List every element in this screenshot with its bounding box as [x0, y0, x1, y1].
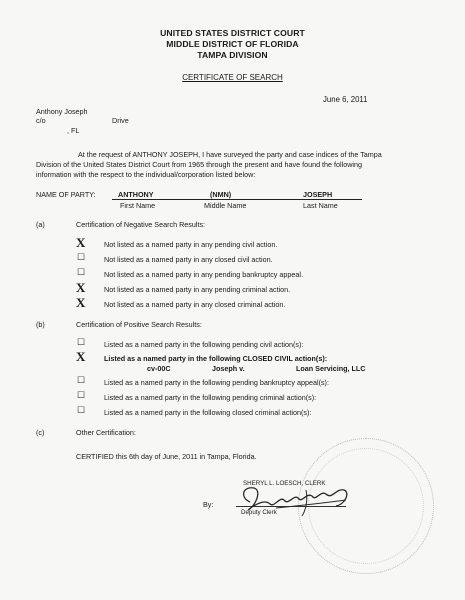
- case-defendant: Loan Servicing, LLC: [296, 364, 366, 373]
- section-a-item-1-mark: X: [76, 235, 86, 250]
- section-a-item-2-mark: ☐: [77, 252, 86, 262]
- certified-statement: CERTIFIED this 6th day of June, 2011 in Tampa, Florida.: [76, 452, 257, 461]
- section-a-title: Certification of Negative Search Results:: [76, 220, 206, 229]
- clerk-name: SHERYL L. LOESCH, CLERK: [243, 480, 326, 487]
- section-b-title: Certification of Positive Search Results:: [76, 320, 202, 329]
- section-c-title: Other Certification:: [76, 428, 136, 437]
- party-last-name: JOSEPH: [303, 190, 333, 199]
- intro-line-3: information with the respect to the individual/corporation listed below:: [36, 170, 256, 179]
- case-party: Joseph v.: [212, 364, 245, 373]
- section-a-item-1-text: Not listed as a named party in any pending civil action.: [104, 240, 278, 249]
- party-first-name: ANTHONY: [118, 190, 154, 199]
- party-middle-name: (NMN): [210, 190, 232, 199]
- section-b-item-3-text: Listed as a named party in the following pending bankruptcy appeal(s):: [104, 378, 329, 387]
- section-b-item-4-mark: ☐: [77, 390, 86, 400]
- section-a-item-5-mark: X: [76, 295, 86, 310]
- section-a-item-5-text: Not listed as a named party in any closed criminal action.: [104, 300, 286, 309]
- document-date: June 6, 2011: [323, 95, 368, 104]
- party-label: NAME OF PARTY:: [36, 190, 96, 199]
- deputy-clerk-label: Deputy Clerk: [241, 509, 277, 516]
- addressee-name: Anthony Joseph: [36, 107, 88, 116]
- middle-name-caption: Middle Name: [204, 201, 247, 210]
- document-title: CERTIFICATE OF SEARCH: [182, 73, 283, 82]
- section-a-item-3-text: Not listed as a named party in any pending bankruptcy appeal.: [104, 270, 303, 279]
- section-b-item-4-text: Listed as a named party in the following pending criminal action(s):: [104, 393, 317, 402]
- party-name-rule: [112, 199, 362, 200]
- section-a-item-4-text: Not listed as a named party in any pending criminal action.: [104, 285, 291, 294]
- section-b-letter: (b): [36, 320, 45, 329]
- division-name: TAMPA DIVISION: [197, 50, 268, 60]
- section-c-letter: (c): [36, 428, 45, 437]
- section-b-item-5-mark: ☐: [77, 405, 86, 415]
- section-b-item-2-text: Listed as a named party in the following CLOSED CIVIL action(s):: [104, 354, 328, 363]
- addressee-street: Drive: [112, 116, 129, 125]
- section-b-item-3-mark: ☐: [77, 375, 86, 385]
- addressee-co: c/o: [36, 116, 46, 125]
- district-name: MIDDLE DISTRICT OF FLORIDA: [166, 39, 299, 49]
- court-name: UNITED STATES DISTRICT COURT: [160, 28, 305, 38]
- section-b-item-1-mark: ☐: [77, 337, 86, 347]
- section-a-item-3-mark: ☐: [77, 267, 86, 277]
- section-a-item-4-mark: X: [76, 280, 86, 295]
- first-name-caption: First Name: [120, 201, 156, 210]
- by-label: By:: [203, 500, 214, 509]
- intro-line-2: Division of the United States District Court from 1965 through the present and have found the following: [36, 160, 363, 169]
- section-b-item-5-text: Listed as a named party in the following closed criminal action(s):: [104, 408, 312, 417]
- section-a-item-2-text: Not listed as a named party in any closed civil action.: [104, 255, 273, 264]
- section-a-letter: (a): [36, 220, 45, 229]
- addressee-city: , FL: [67, 126, 80, 135]
- last-name-caption: Last Name: [303, 201, 338, 210]
- section-b-item-1-text: Listed as a named party in the following pending civil action(s):: [104, 340, 304, 349]
- section-b-item-2-mark: X: [76, 349, 86, 364]
- case-number: cv-00C: [147, 364, 171, 373]
- intro-line-1: At the request of ANTHONY JOSEPH, I have surveyed the party and case indices of the Tampa: [78, 150, 382, 159]
